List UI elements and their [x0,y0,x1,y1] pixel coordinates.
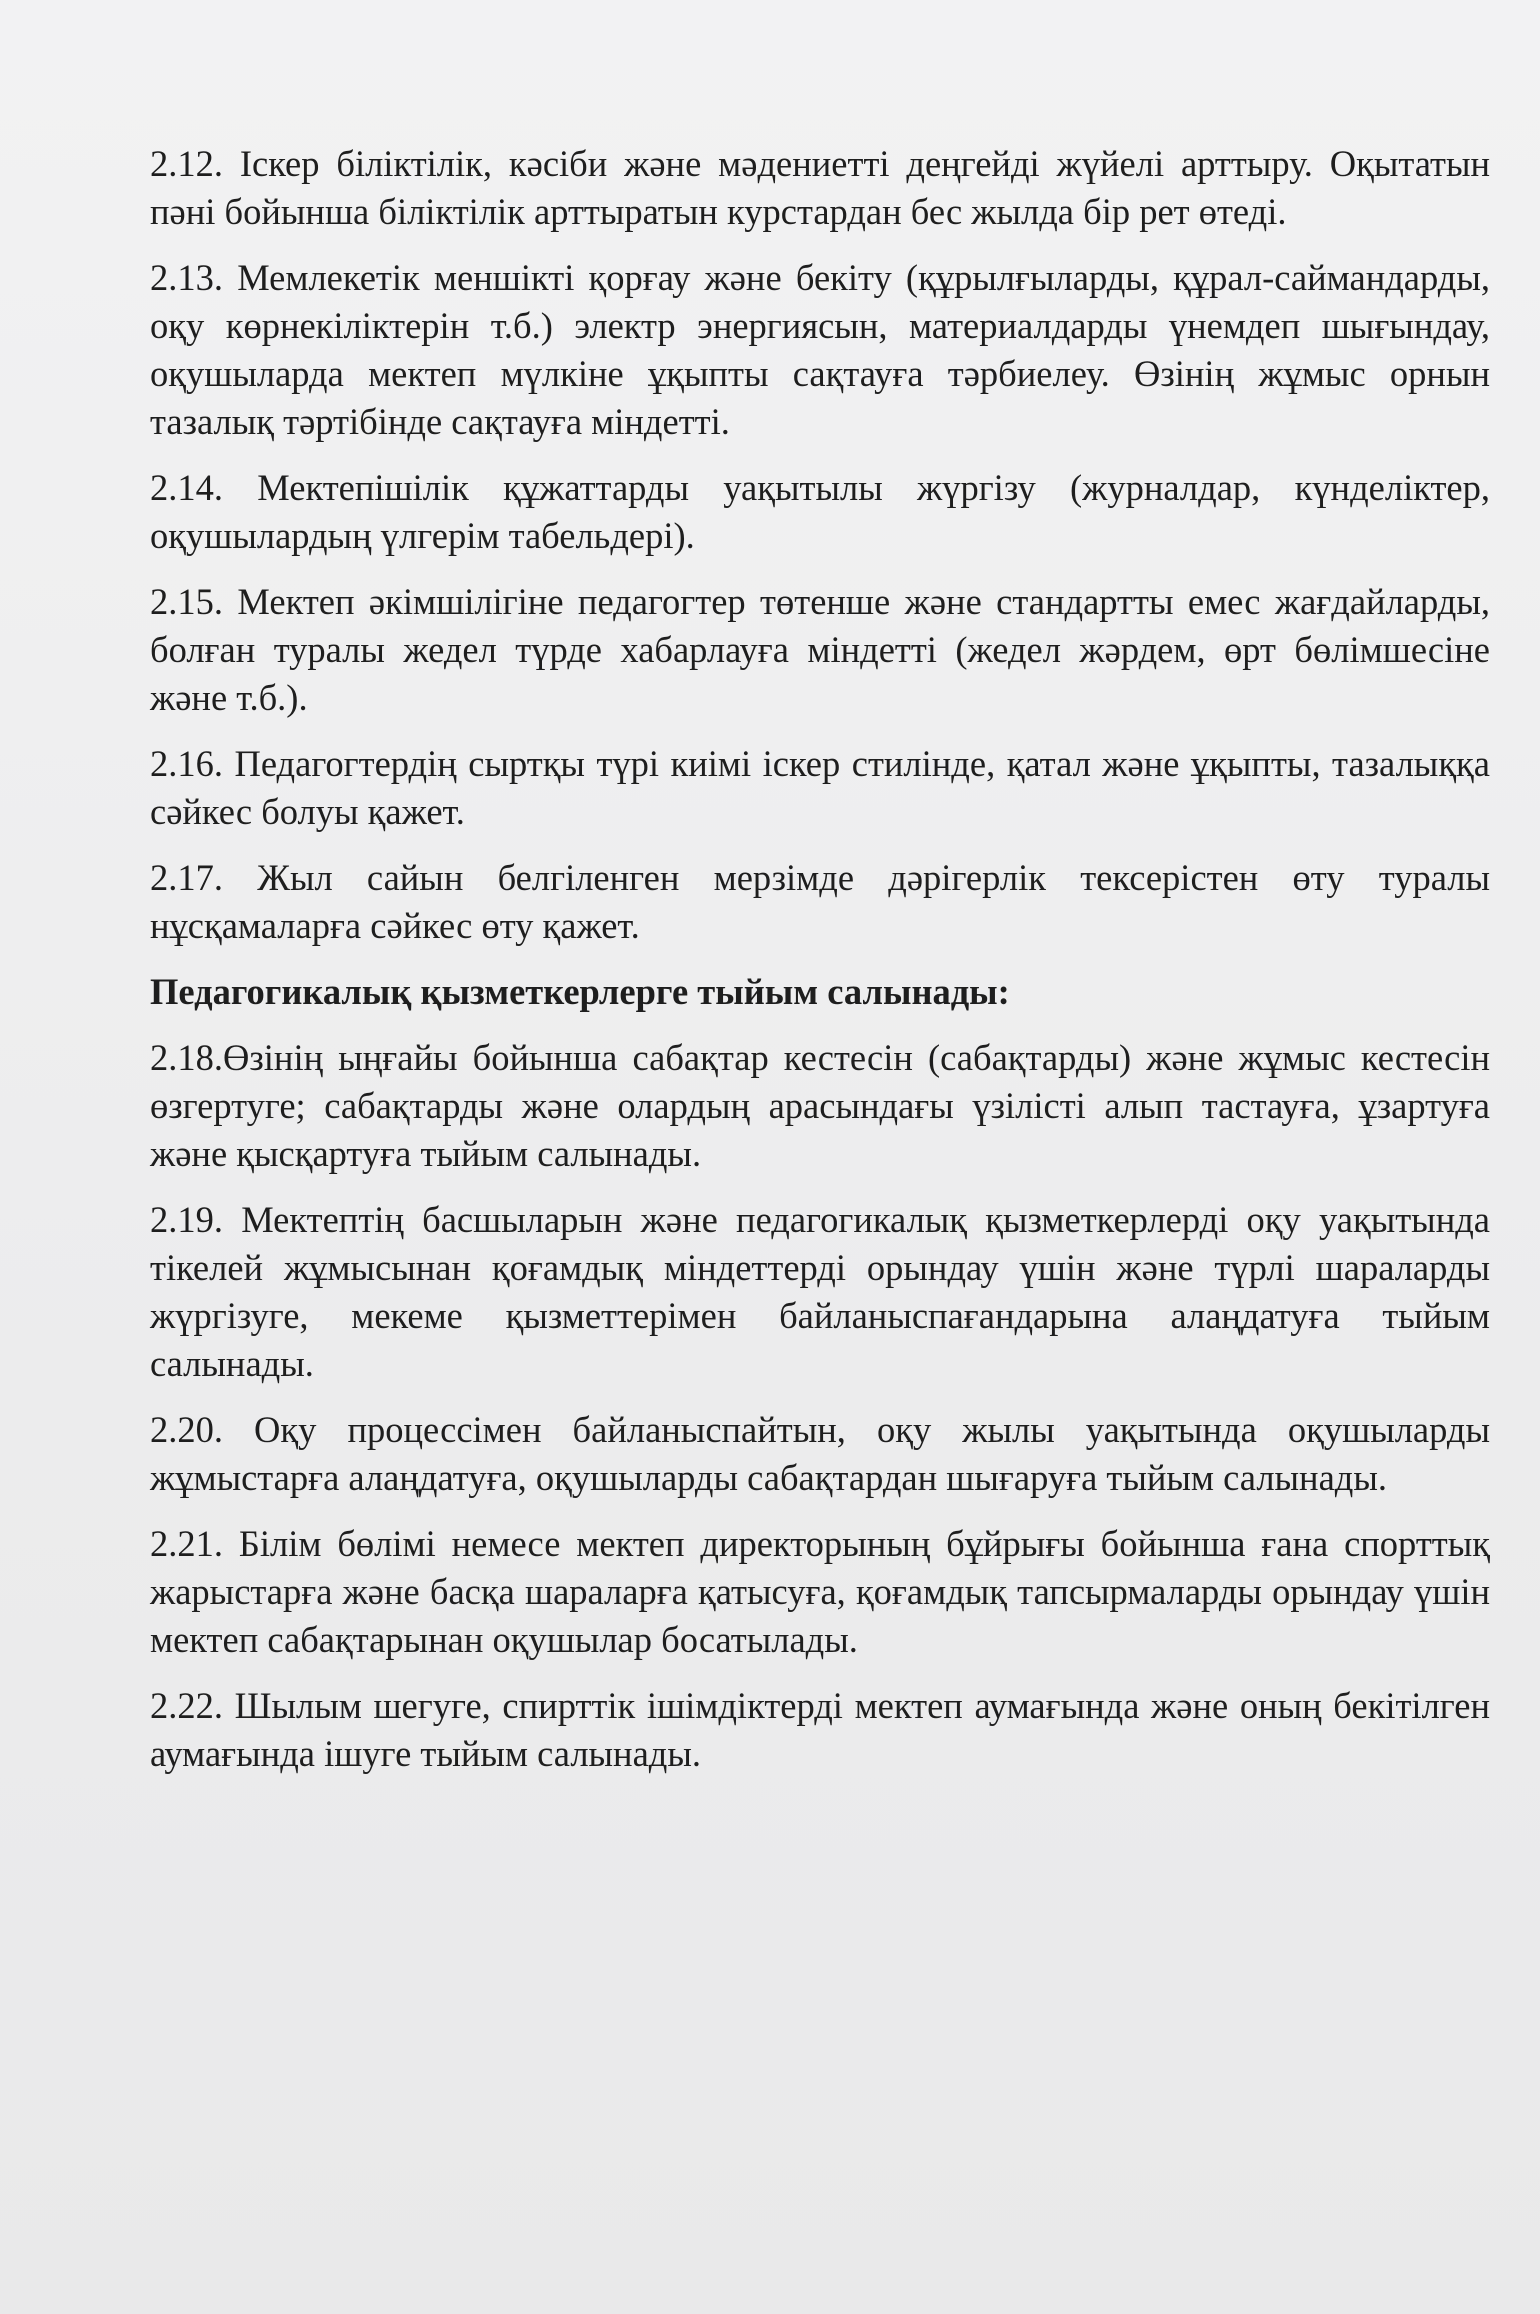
paragraph-2-17: 2.17. Жыл сайын белгіленген мерзімде дәрігерлік тексерістен өту туралы нұсқамаларға сәйкес өту қажет. [150,857,1490,946]
paragraph-2-22: 2.22. Шылым шегуге, спирттік ішімдіктерді мектеп аумағында және оның бекітілген аумағында ішуге тыйым салынады. [150,1685,1490,1774]
document-body [150,140,1490,1796]
paragraph-2-20: 2.20. Оқу процессімен байланыспайтын, оқу жылы уақытында оқушыларды жұмыстарға алаңдатуға, оқушыларды сабақтардан шығаруға тыйым салынады. [150,1409,1490,1498]
section-heading: Педагогикалық қызметкерлерге тыйым салынады: [150,971,1010,1012]
paragraph-2-18: 2.18.Өзінің ыңғайы бойынша сабақтар кестесін (сабақтарды) және жұмыс кестесін өзгертуге; сабақтарды және олардың арасындағы үзілісті алып тастауға, ұзартуға және қысқартуға тыйым салынады. [150,1037,1490,1174]
paragraph-2-16: 2.16. Педагогтердің сыртқы түрі киімі іскер стилінде, қатал және ұқыпты, тазалыққа сәйкес болуы қажет. [150,743,1490,832]
paragraph-2-21: 2.21. Білім бөлімі немесе мектеп директорының бұйрығы бойынша ғана спорттық жарыстарға және басқа шараларға қатысуға, қоғамдық тапсырмаларды орындау үшін мектеп сабақтарынан оқушылар босатылады. [150,1523,1490,1660]
paragraph-2-19: 2.19. Мектептің басшыларын және педагогикалық қызметкерлерді оқу уақытында тікелей жұмысынан қоғамдық міндеттерді орындау үшін және түрлі шараларды жүргізуге, мекеме қызметтерімен байланыспағандарына алаңдатуға тыйым салынады. [150,1199,1490,1384]
paragraph-2-12: 2.12. Іскер біліктілік, кәсіби және мәдениетті деңгейді жүйелі арттыру. Оқытатын пәні бойынша біліктілік арттыратын курстардан бес жылда бір рет өтеді. [150,143,1490,232]
paragraph-2-14: 2.14. Мектепішілік құжаттарды уақытылы жүргізу (журналдар, күнделіктер, оқушылардың үлгерім табельдері). [150,467,1490,556]
paragraph-2-13: 2.13. Мемлекетік меншікті қорғау және бекіту (құрылғыларды, құрал-саймандарды, оқу көрнекіліктерін т.б.) электр энергиясын, материалдарды үнемдеп шығындау, оқушыларда мектеп мүлкіне ұқыпты сақтауға тәрбиелеу. Өзінің жұмыс орнын тазалық тәртібінде сақтауға міндетті. [150,257,1490,442]
paragraph-2-15: 2.15. Мектеп әкімшілігіне педагогтер төтенше және стандартты емес жағдайларды, болған туралы жедел түрде хабарлауға міндетті (жедел жәрдем, өрт бөлімшесіне және т.б.). [150,581,1490,718]
